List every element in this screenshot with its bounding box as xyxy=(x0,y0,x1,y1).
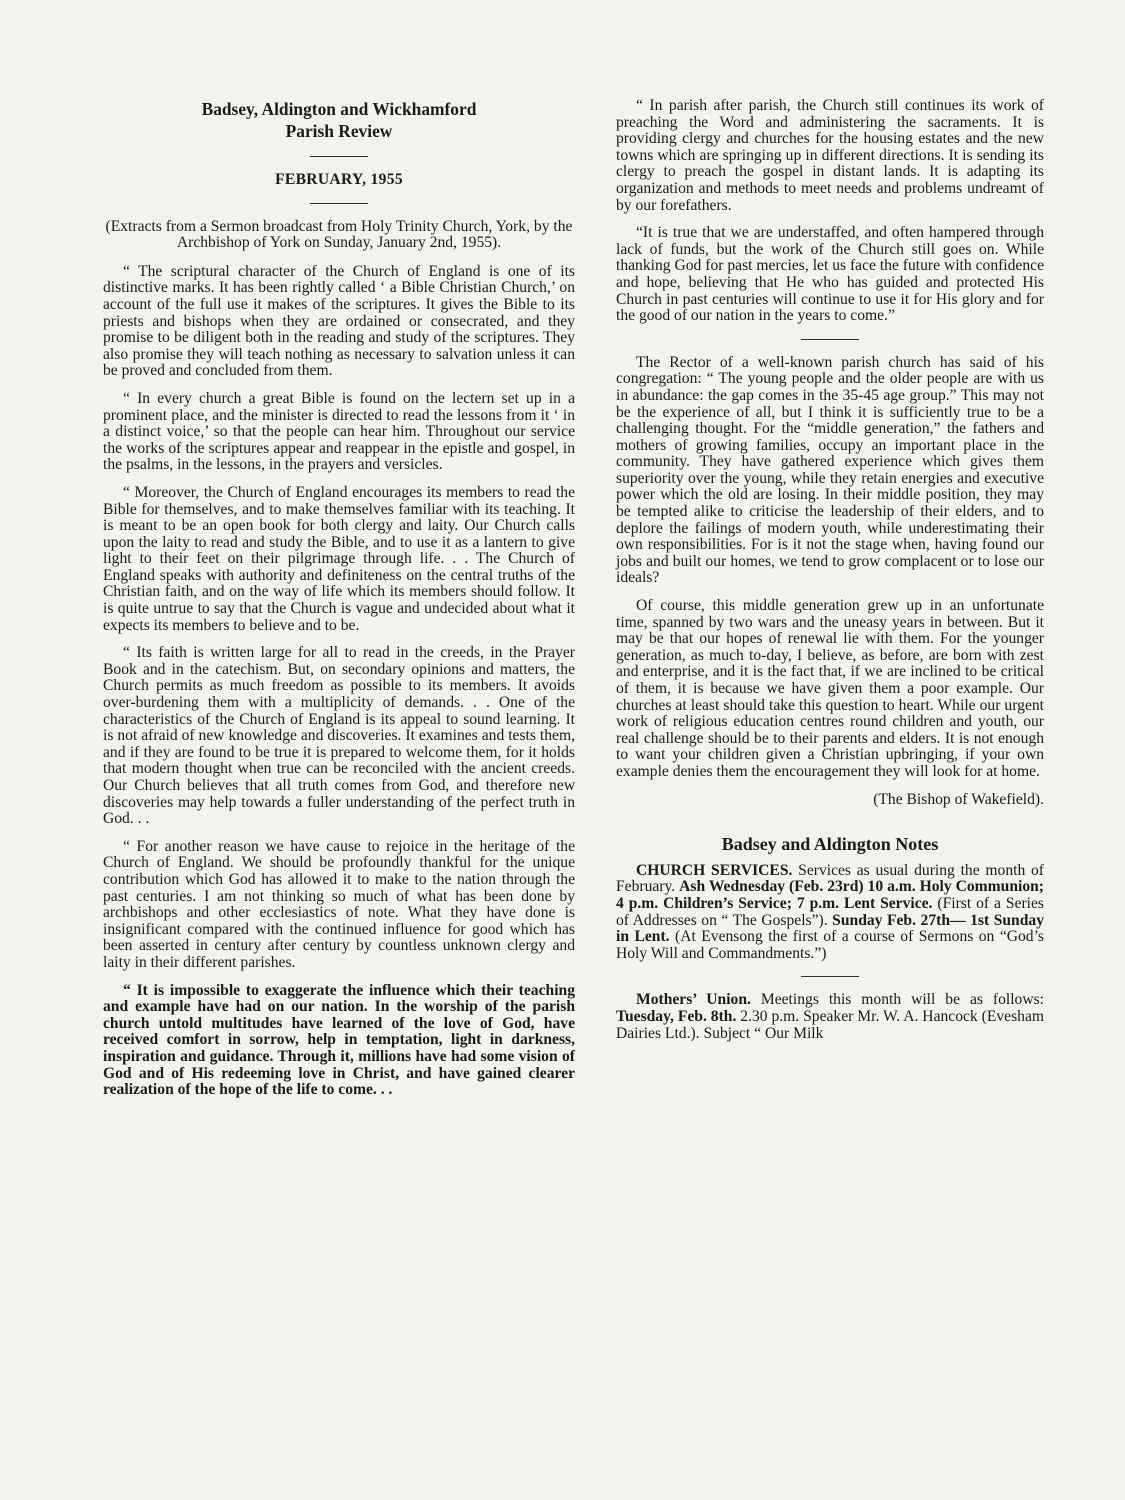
sermon-paragraph: “It is true that we are understaffed, and often hampered through lack of funds, but the work of the Church still goes on. While thanking God for past mercies, let us face the future with confidence and hope, believing that He who has guided and protected His Church in past centuries will continue to use it for His glory and for the good of our nation in the years to come.” xyxy=(616,224,1044,325)
services-text: (First of a Series of Addresses on “ The Gospels”). xyxy=(616,894,1044,929)
bishop-paragraph: Of course, this middle generation grew up in an unfortunate time, spanned by two wars and the uneasy years in between. But it may be that our hopes of renewal lie with them. For the younger generation, as much to-day, I believe, as before, are born with zest and enterprise, and it is the fact that, if we are inclined to be critical of them, it is because we have given them a poor example. Our churches at least should take this question to heart. While our urgent work of religious education centres round children and youth, our real challenge should be to their parents and elders. It is not enough to want your children given a Christian upbringing, if your own example denies them the encouragement they will look for at home. xyxy=(616,597,1044,780)
bishop-paragraph: The Rector of a well-known parish church has said of his congregation: “ The young people and the older people are with us in abundance: the gap comes in the 35-45 age group.” This may not be the experience of all, but I think it is sufficiently true to be a challenging thought. For the “middle generation,” the fathers and mothers of growing families, occupy an important place in the community. They have gathered experience which gives them superiority over the young, while they retain energies and executive power which the old are losing. In their middle position, they may be tempted alike to criticise the leadership of their elders, and to deplore the failings of modern youth, while underestimating their own responsibilities. For is it not the stage when, having found our jobs and built our homes, we tend to grow complacent or to lose our ideals? xyxy=(616,353,1044,587)
sermon-paragraph: “ For another reason we have cause to rejoice in the heritage of the Church of England. We should be profoundly thankful for the unique contribution which God has allowed it to make to the nation through the past centuries. I am not thinking so much of what has been done by archbishops and other ecclesiastics of note. What they have done is insignificant compared with the continued influence for good which has been asserted in century after century by countless unknown clergy and laity in their different parishes. xyxy=(103,837,575,971)
sermon-paragraph: “ In every church a great Bible is found on the lectern set up in a prominent place, and the minister is directed to read the lessons from it ‘ in a distinct voice,’ so that the people can hear him. Throughout our service the works of the scriptures appear and reappear in the epistle and gospel, in the psalms, in the lessons, in the prayers and versicles. xyxy=(103,389,575,474)
divider xyxy=(310,156,368,157)
services-text: (At Evensong the first of a course of Sermons on “God’s Holy Will and Commandments.”) xyxy=(616,928,1044,962)
bishop-signature: (The Bishop of Wakefield). xyxy=(873,790,1044,808)
meeting-date: Tuesday, Feb. 8th. xyxy=(616,1007,737,1025)
services-text: Services as usual during the month of February. xyxy=(616,861,1044,896)
mothers-union-label: Mothers’ Union. xyxy=(636,991,751,1009)
sermon-paragraph-bold: “ It is impossible to exaggerate the influence which their teaching and example have had on our nation. In the worship of the parish church untold multitudes have learned of the love of God, have received comfort in sorrow, help in temptation, light in darkness, inspiration and guidance. Through it, millions have had some vision of God and of His redeeming love in Christ, and have gained clearer realization of the hope of the life to come. . . xyxy=(103,981,575,1099)
masthead-title-line2: Parish Review xyxy=(285,121,393,141)
mothers-union-text: 2.30 p.m. Speaker Mr. W. A. Hancock (Evesham Dairies Ltd.). Subject “ Our Milk xyxy=(616,1007,1044,1042)
issue-date: FEBRUARY, 1955 xyxy=(275,171,403,188)
sermon-paragraph: “ The scriptural character of the Church of England is one of its distinctive marks. It has been rightly called ‘ a Bible Christian Church,’ on account of the full use it makes of the scriptures. It gives the Bible to its priests and bishops when they are ordained or consecrated, and they promise to be diligent both in the reading and study of the scriptures. They also promise they will teach nothing as necessary to salvation unless it can be proved and concluded from them. xyxy=(103,262,575,380)
divider xyxy=(801,339,859,340)
church-services-label: CHURCH SERVICES. xyxy=(636,861,793,879)
right-column xyxy=(616,98,1044,1053)
masthead-title-line1: Badsey, Aldington and Wickhamford xyxy=(201,99,477,119)
sermon-paragraph: “ Its faith is written large for all to read in the creeds, in the Prayer Book and in the catechism. But, on secondary opinions and matters, the Church permits as much freedom as possible to its members. It avoids over-burdening them with a multiplicity of demands. . . One of the characteristics of the Church of England is its appeal to sound learning. It is not afraid of new knowledge and discoveries. It examines and tests them, and if they are found to be true it is prepared to welcome them, for it holds that modern thought when true can be reconciled with the ancient creeds. Our Church believes that all truth comes from God, and therefore new discoveries may help towards a fuller understanding of the perfect truth in God. . . xyxy=(103,644,575,828)
sermon-paragraph: “ In parish after parish, the Church still continues its work of preaching the Word and administering the sacraments. It is providing clergy and churches for the housing estates and the new towns which are springing up in different directions. It is sending its clergy to preach the gospel in distant lands. It is adapting its organization and methods to meet needs and problems undreamt of by our forefathers. xyxy=(616,97,1044,214)
notes-heading: Badsey and Aldington Notes xyxy=(721,834,939,855)
left-column xyxy=(103,98,575,1110)
church-services-paragraph xyxy=(616,863,1044,963)
mothers-union-text: Meetings this month will be as follows: xyxy=(750,991,1044,1009)
lent-sunday: Sunday Feb. 27th— 1st Sunday in Lent. xyxy=(616,911,1044,946)
divider xyxy=(310,203,368,204)
ash-wednesday-services: Ash Wednesday (Feb. 23rd) 10 a.m. Holy Communion; 4 p.m. Children’s Service; 7 p.m. Lent Service. xyxy=(616,878,1045,912)
sermon-paragraph: “ Moreover, the Church of England encourages its members to read the Bible for themselves, and to make themselves familiar with its teaching. It is meant to be an open book for both clergy and laity. Our Church calls upon the laity to read and study the Bible, and to use it as a lantern to give light to their feet on their pilgrimage through life. . . The Church of England speaks with authority and definiteness on the central truths of the Christian faith, and on the way of life which its members should follow. It is quite untrue to say that the Church is vague and undecided about what it expects its members to believe and to be. xyxy=(103,483,575,634)
mothers-union-paragraph xyxy=(616,992,1044,1042)
sermon-intro: (Extracts from a Sermon broadcast from Holy Trinity Church, York, by the Archbishop of York on Sunday, January 2nd, 1955). xyxy=(105,217,573,252)
divider xyxy=(801,976,859,977)
